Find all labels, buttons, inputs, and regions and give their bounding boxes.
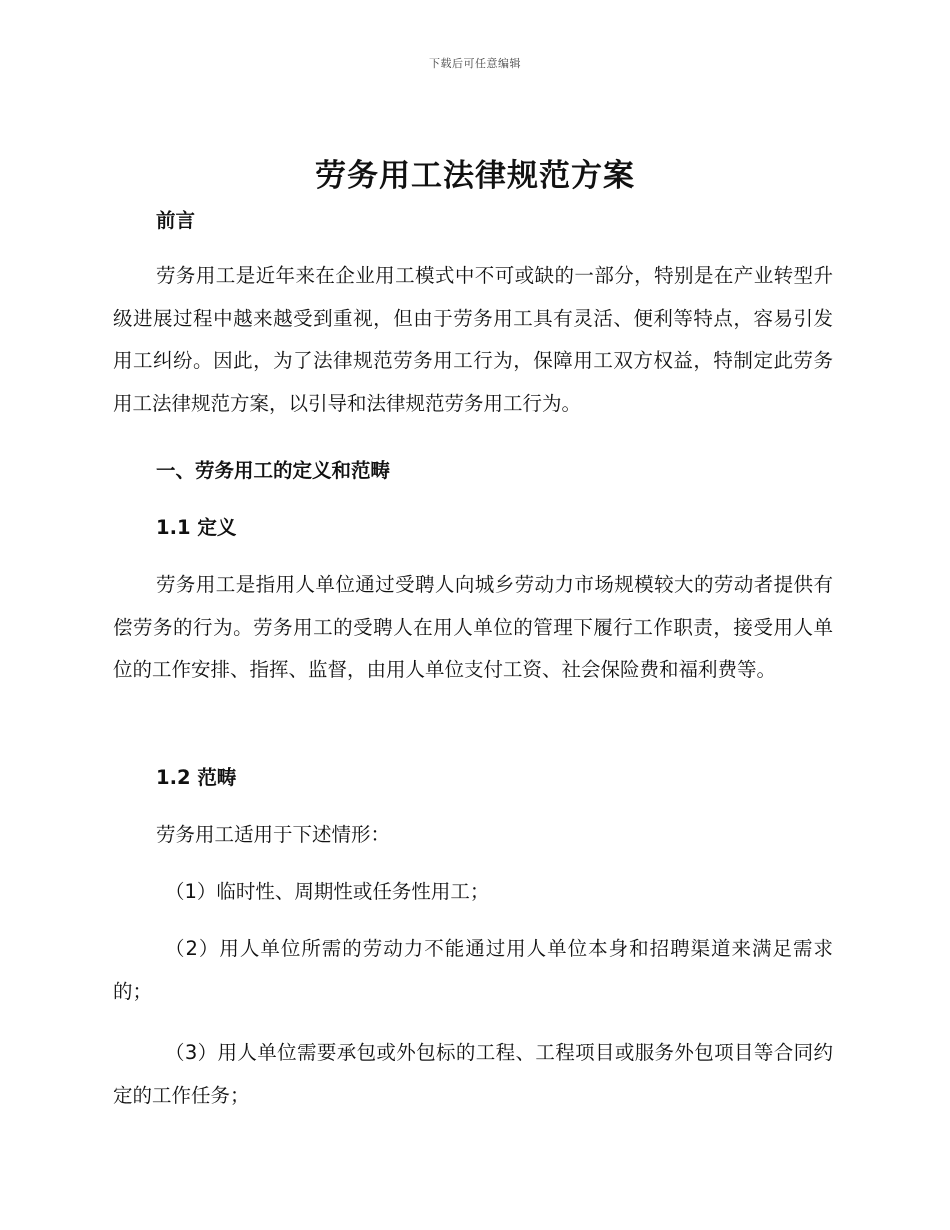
scope-item-1: （1）临时性、周期性或任务性用工； — [165, 880, 490, 903]
page-header-note: 下载后可任意编辑 — [429, 57, 521, 70]
scope-intro: 劳务用工适用于下述情形： — [156, 823, 391, 846]
section-1-heading: 一、劳务用工的定义和范畴 — [156, 459, 391, 482]
preface-heading: 前言 — [156, 209, 196, 232]
document-title: 劳务用工法律规范方案 — [315, 158, 635, 194]
definition-paragraph: 劳务用工是指用人单位通过受聘人向城乡劳动力市场规模较大的劳动者提供有偿劳务的行为。劳务用工的受聘人在用人单位的管理下履行工作职责，接受用人单位的工作安排、指挥、监督，由用人单位支付工资、社会保险费和福利费等。 — [113, 573, 833, 681]
subsection-1-1-heading: 1.1 定义 — [156, 516, 237, 539]
scope-item-2: （2）用人单位所需的劳动力不能通过用人单位本身和招聘渠道来满足需求的； — [113, 937, 833, 1003]
subsection-1-2-heading: 1.2 范畴 — [156, 766, 237, 789]
scope-item-3: （3）用人单位需要承包或外包标的工程、工程项目或服务外包项目等合同约定的工作任务； — [113, 1041, 833, 1107]
preface-paragraph: 劳务用工是近年来在企业用工模式中不可或缺的一部分，特别是在产业转型升级进展过程中越来越受到重视，但由于劳务用工具有灵活、便利等特点，容易引发用工纠纷。因此，为了法律规范劳务用工行为，保障用工双方权益，特制定此劳务用工法律规范方案，以引导和法律规范劳务用工行为。 — [113, 264, 833, 415]
